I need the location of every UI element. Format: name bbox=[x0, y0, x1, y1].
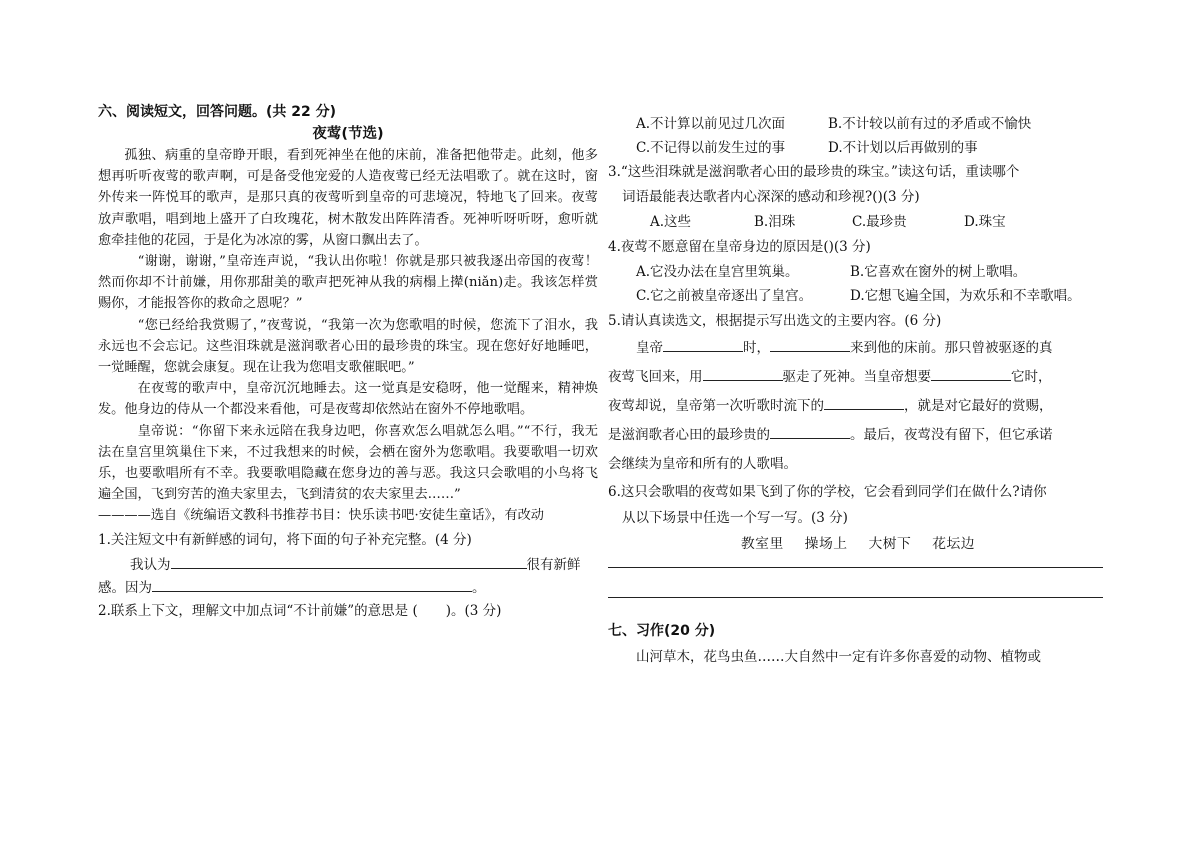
q5-text-3a: 夜莺却说，皇帝第一次听歌时流下的 bbox=[608, 398, 824, 414]
q5-text-1b: 时， bbox=[743, 340, 770, 356]
q5-text-2a: 夜莺飞回来，用 bbox=[608, 369, 703, 385]
q1-prefix-1: 我认为 bbox=[130, 556, 171, 573]
q3-option-a[interactable]: A.这些 bbox=[650, 214, 692, 230]
q4-option-c[interactable]: C.它之前被皇帝逐出了皇宫。 bbox=[636, 288, 813, 304]
q1-prefix-2: 感。因为 bbox=[98, 580, 152, 597]
q3-option-b[interactable]: B.泪珠 bbox=[754, 214, 796, 230]
q2-prompt-before: 2.联系上下文，理解文中加点词“不计前嫌”的意思是 ( bbox=[98, 603, 418, 620]
article-paragraph-2: “谢谢，谢谢，”皇帝连声说，“我认出你啦！你就是那只被我逐出帝国的夜莺！然而你却不计前嫌，用你那甜美的歌声把死神从我的病榻上撵(niǎn)走。我该怎样赏赐你，才能报答你的救命之恩呢？” bbox=[98, 254, 598, 312]
q3-line-1: 3.“这些泪珠就是滋润歌者心田的最珍贵的珠宝。”读这句话，重读哪个 bbox=[608, 164, 1020, 180]
q5-text-1a: 皇帝 bbox=[636, 340, 663, 356]
q2-options-row-2 bbox=[608, 136, 1108, 160]
question-2-prompt bbox=[98, 601, 598, 622]
q1-suffix-2: 。 bbox=[472, 580, 486, 597]
q5-blank-1[interactable] bbox=[663, 338, 743, 352]
q4-option-b[interactable]: B.它喜欢在窗外的树上歌唱。 bbox=[850, 264, 1027, 280]
q5-text-3b: ，就是对它最好的赏赐， bbox=[904, 398, 1053, 414]
q4-prompt: 4.夜莺不愿意留在皇帝身边的原因是()(3 分) bbox=[608, 239, 871, 255]
section-seven-heading: 七、习作(20 分) bbox=[608, 623, 716, 639]
scene-under-tree: 大树下 bbox=[868, 536, 912, 552]
q5-text-4a: 是滋润歌者心田的最珍贵的 bbox=[608, 427, 770, 443]
q6-answer-line-1[interactable] bbox=[608, 567, 1103, 568]
question-1-line-2 bbox=[98, 578, 598, 599]
q2-option-a[interactable]: A.不计算以前见过几次面 bbox=[636, 116, 786, 132]
q2-option-d[interactable]: D.不计划以后再做别的事 bbox=[828, 140, 978, 156]
article-paragraph-5: 皇帝说：“你留下来永远陪在我身边吧，你喜欢怎么唱就怎么唱。”“不行，我无法在皇宫里筑巢住下来，不过我想来的时候，会栖在窗外为您歌唱。我要歌唱一切欢乐，也要歌唱所有不幸。我要歌唱隐藏在您身边的善与恶。我这只会歌唱的小鸟将飞遍全国，飞到穷苦的渔夫家里去，飞到清贫的农夫家里去……” bbox=[98, 423, 598, 503]
q4-option-d[interactable]: D.它想飞遍全国，为欢乐和不幸歌唱。 bbox=[850, 288, 1081, 304]
q5-blank-3[interactable] bbox=[703, 367, 783, 381]
q1-suffix-1: 很有新鲜 bbox=[526, 556, 581, 573]
q2-option-b[interactable]: B.不计较以前有过的矛盾或不愉快 bbox=[828, 116, 1032, 132]
q4-options-row-1 bbox=[608, 260, 1108, 284]
q5-text-2c: 它时， bbox=[1011, 369, 1052, 385]
q3-option-c[interactable]: C.最珍贵 bbox=[852, 214, 907, 230]
q5-line-4 bbox=[608, 421, 1108, 450]
q5-blank-2[interactable] bbox=[770, 338, 850, 352]
q6-line-1: 6.这只会歌唱的夜莺如果飞到了你的学校，它会看到同学们在做什么?请你 bbox=[608, 484, 1047, 500]
article-paragraph-3: “您已经给我赏赐了，”夜莺说，“我第一次为您歌唱的时候，您流下了泪水，我永远也不会忘记。这些泪珠就是滋润歌者心田的最珍贵的珠宝。现在您好好地睡吧，一觉睡醒，您就会康复。现在让我为您唱支歌催眠吧。” bbox=[98, 317, 598, 376]
q3-options bbox=[608, 210, 1108, 234]
section-seven-text: 山河草木，花鸟虫鱼……大自然中一定有许多你喜爱的动物、植物或 bbox=[636, 649, 1041, 665]
right-column bbox=[608, 112, 1108, 670]
article-paragraph-1: 孤独、病重的皇帝睁开眼，看到死神坐在他的床前，准备把他带走。此刻，他多想再听听夜莺的歌声啊，可是备受他宠爱的人造夜莺已经无法唱歌了。就在这时，窗外传来一阵悦耳的歌声，是那只真的夜莺听到皇帝的可悲境况，特地飞了回来。夜莺放声歌唱，唱到地上盛开了白玫瑰花，树木散发出阵阵清香。死神听呀听呀，愈听就愈牵挂他的花园，于是化为冰凉的雾，从窗口飘出去了。 bbox=[98, 148, 598, 248]
q5-line-3 bbox=[608, 392, 1108, 421]
q5-line-5: 会继续为皇帝和所有的人歌唱。 bbox=[608, 456, 797, 472]
q1-answer-blank-1[interactable] bbox=[171, 555, 527, 569]
article-title: 夜莺(节选) bbox=[312, 126, 384, 142]
q5-blank-6[interactable] bbox=[770, 425, 850, 439]
q2-prompt-after: )。(3 分) bbox=[445, 603, 502, 620]
q6-scenes bbox=[608, 531, 1108, 557]
q6-line-2: 从以下场景中任选一个写一写。(3 分) bbox=[622, 510, 848, 526]
section-six-heading: 六、阅读短文，回答问题。(共 22 分) bbox=[98, 104, 337, 120]
left-column bbox=[98, 101, 598, 622]
q5-blank-5[interactable] bbox=[824, 396, 904, 410]
q3-line-2: 词语最能表达歌者内心深深的感动和珍视?()(3 分) bbox=[622, 189, 920, 205]
q2-option-c[interactable]: C.不记得以前发生过的事 bbox=[636, 140, 786, 156]
q4-options-row-2 bbox=[608, 284, 1108, 308]
q5-line-1 bbox=[608, 334, 1108, 363]
question-1-prompt: 1.关注短文中有新鲜感的词句，将下面的句子补充完整。(4 分) bbox=[98, 531, 472, 548]
q5-blank-4[interactable] bbox=[931, 367, 1011, 381]
scene-classroom: 教室里 bbox=[740, 536, 784, 552]
q2-options-row-1 bbox=[608, 112, 1108, 136]
q5-text-1c: 来到他的床前。那只曾被驱逐的真 bbox=[850, 340, 1053, 356]
q5-text-4b: 。最后，夜莺没有留下，但它承诺 bbox=[850, 427, 1053, 443]
article-paragraph-4: 在夜莺的歌声中，皇帝沉沉地睡去。这一觉真是安稳呀，他一觉醒来，精神焕发。他身边的侍从一个都没来看他，可是夜莺却依然站在窗外不停地歌唱。 bbox=[98, 381, 598, 418]
q4-option-a[interactable]: A.它没办法在皇宫里筑巢。 bbox=[636, 264, 799, 280]
q5-line-2 bbox=[608, 363, 1108, 392]
q5-text-2b: 驱走了死神。当皇帝想要 bbox=[782, 369, 931, 385]
scene-playground: 操场上 bbox=[804, 536, 848, 552]
q5-prompt: 5.请认真读选文，根据提示写出选文的主要内容。(6 分) bbox=[608, 313, 942, 329]
scene-flowerbed: 花坛边 bbox=[932, 536, 976, 552]
q1-answer-blank-2[interactable] bbox=[152, 578, 472, 592]
question-1-line-1 bbox=[98, 555, 598, 576]
q6-answer-line-2[interactable] bbox=[608, 597, 1103, 598]
source-note: ————选自《统编语文教科书推荐书目：快乐读书吧·安徒生童话》，有改动 bbox=[98, 508, 544, 524]
q3-option-d[interactable]: D.珠宝 bbox=[964, 214, 1006, 230]
